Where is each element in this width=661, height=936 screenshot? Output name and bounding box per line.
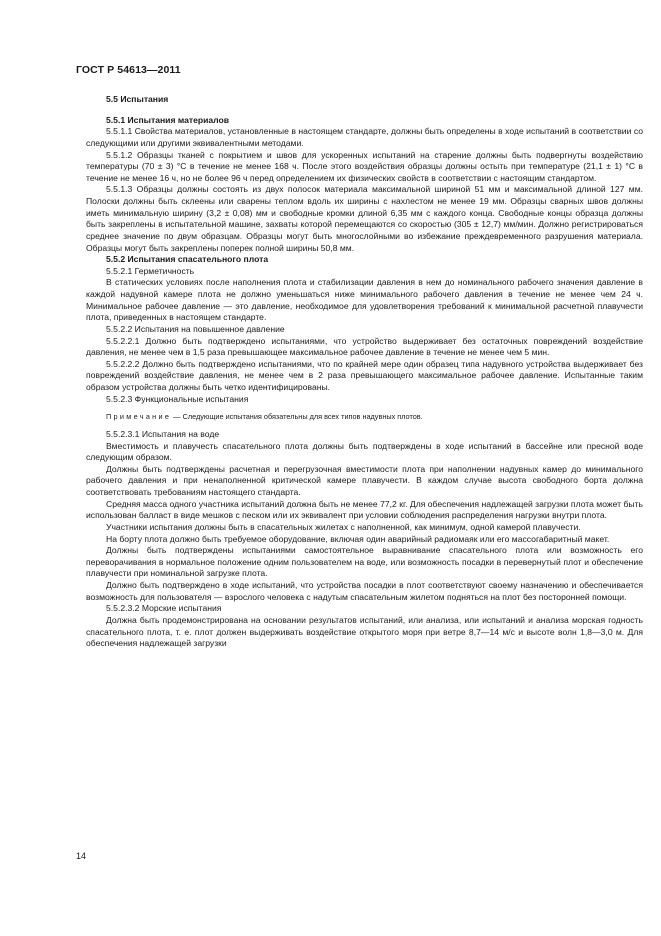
paragraph: В статических условиях после наполнения плота и стабилизации давления в нем до номинального рабочего значения давление в каждой надувной камере плота не должно уменьшаться ниже минимального рабочего давления в течение не менее чем 24 ч. Минимальное рабочее давление — это давление, необходимое для удовлетворения требований к минимальной расчетной плавучести плота, приведенных в настоящем стандарте.: [86, 277, 643, 323]
paragraph: 5.5.1.1 Свойства материалов, установленные в настоящем стандарте, должны быть определены в ходе испытаний в соответствии со следующими или другими эквивалентными методами.: [86, 126, 643, 148]
paragraph: 5.5.1.2 Образцы тканей с покрытием и швов для ускоренных испытаний на старение должны быть подвергнуты воздействию температуры (70 ± 3) °С в течение не менее 168 ч. После этого воздействия образцы должны остыть при температуре (21,1 ± 1) °С в течение не менее 16 ч, но не более 96 ч перед определением их физических свойств в соответствии с настоящим стандартом.: [86, 149, 643, 183]
paragraph: 5.5.2.2.2 Должно быть подтверждено испытаниями, что по крайней мере один образец типа надувного устройства выдерживает без повреждений воздействие давления, не менее чем в 2 раза превышающего максимальное рабочее давление. Испытанные таким образом устройства должны быть четко идентифицированы.: [86, 358, 643, 392]
paragraph: Должны быть подтверждены расчетная и перегрузочная вместимости плота при наполнении надувных камер до минимального рабочего давления и при ненаполненной критической камере плавучести. В каждом случае высота свободного борта должна соответствовать требованиям настоящего стандарта.: [86, 463, 643, 497]
standard-header: ГОСТ Р 54613—2011: [76, 64, 181, 76]
section-heading: 5.5.1 Испытания материалов: [106, 114, 230, 125]
section-text-block-2: [86, 429, 643, 650]
paragraph: Должны быть подтверждены испытаниями самостоятельное выравнивание спасательного плота или возможность его переворачивания в нормальное положение одним пользователем на воде, или возможность посадки в перевернутый плот и обеспечение плавучести при номинальной загрузке плота.: [86, 545, 643, 579]
paragraph: 5.5.1.3 Образцы должны состоять из двух полосок материала максимальной шириной 51 мм и максимальной длиной 127 мм. Полоски должны быть склеены или сварены теплом вдоль их ширины с нахлестом не менее 19 мм. Образцы сварных швов должны иметь минимальную ширину (3,2 ± 0,08) мм и свободные кромки длиной 6,35 мм с каждого конца. Свободные концы образца должны быть закреплены в испытательной машине, захваты которой перемещаются со скоростью (305 ± 12,7) мм/мин. Должно регистрироваться среднее значение по двум образцам. Образцы могут быть многослойными во избежание преждевременного разрушения материала. Образцы могут быть закреплены поперек полной ширины 50,8 мм.: [86, 184, 643, 253]
section-text-block-1: [86, 94, 643, 405]
document-body: [86, 94, 643, 650]
paragraph: 5.5.2.3.2 Морские испытания: [106, 603, 222, 614]
paragraph: 5.5.2.2.1 Должно быть подтверждено испытаниями, что устройство выдерживает без остаточных повреждений воздействие давления, не менее чем в 1,5 раза превышающее максимальное рабочее давление в течение не менее чем 5 мин.: [86, 335, 643, 358]
paragraph: 5.5.2.3 Функциональные испытания: [106, 393, 249, 404]
paragraph: 5.5.2.1 Герметичность: [106, 265, 195, 276]
paragraph: 5.5.2.3.1 Испытания на воде: [106, 428, 220, 439]
paragraph: Должно быть подтверждено в ходе испытаний, что устройства посадки в плот соответствуют своему назначению и обеспечивается возможность для пользователя — взрослого человека с надутым спасательным жилетом подняться на плот без посторонней помощи.: [86, 580, 643, 602]
note-paragraph: [106, 411, 643, 423]
paragraph: 5.5.2.2 Испытания на повышенное давление: [106, 323, 285, 334]
page-number: 14: [76, 851, 87, 861]
paragraph: Вместимость и плавучесть спасательного плота должны быть подтверждены в ходе испытаний в бассейне или пресной воде следующим образом.: [86, 440, 643, 463]
paragraph: Участники испытания должны быть в спасательных жилетах с наполненной, как минимум, одной камерой плавучести.: [106, 521, 581, 532]
section-heading: 5.5.2 Испытания спасательного плота: [106, 254, 269, 265]
paragraph: Должна быть продемонстрирована на основании результатов испытаний, или анализа, или испытаний и анализа морская годность спасательного плота, т. е. плот должен выдерживать воздействие открытого моря при ветре 8,7—14 м/с и высоте волн 1,8—3,0 м. Для обеспечения надлежащей загрузки: [86, 614, 643, 649]
paragraph: На борту плота должно быть требуемое оборудование, включая один аварийный радиомаяк или его массогабаритный макет.: [106, 533, 610, 544]
note-label: Примечание: [106, 412, 172, 422]
section-heading: 5.5 Испытания: [106, 94, 169, 104]
note-text: — Следующие испытания обязательны для всех типов надувных плотов.: [171, 412, 423, 422]
paragraph: Средняя масса одного участника испытаний должна быть не менее 77,2 кг. Для обеспечения надлежащей загрузки плота может быть использован балласт в виде мешков с песком или их эквивалент при условии соблюдения распределения нагрузки внутри плота.: [86, 498, 643, 521]
